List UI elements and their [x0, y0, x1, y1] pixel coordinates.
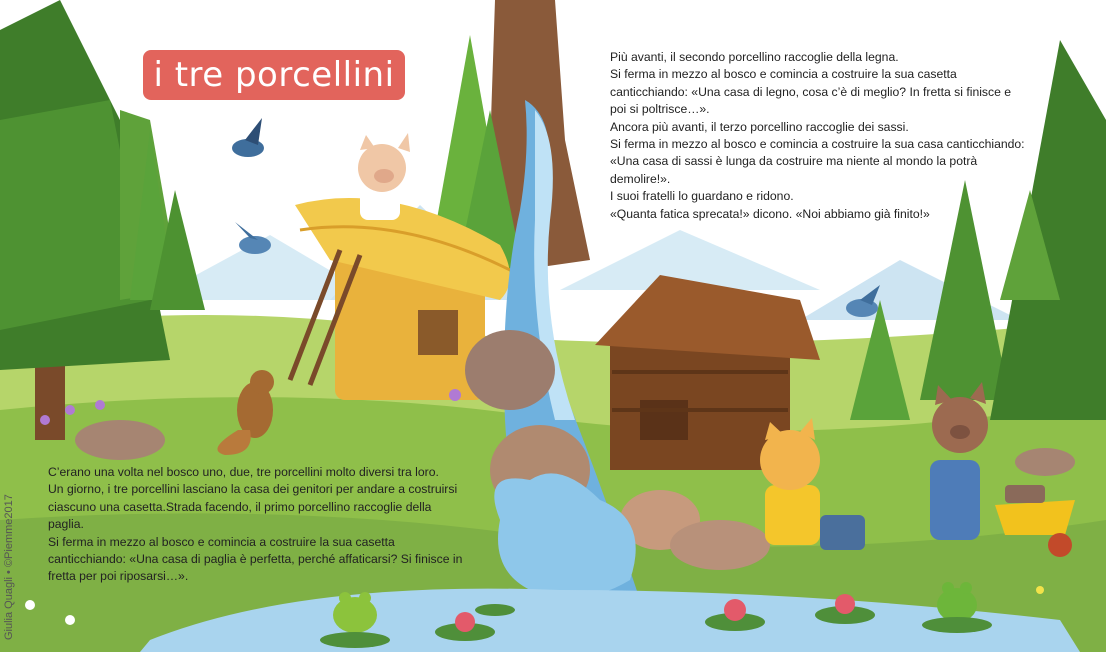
story-line: canticchiando: «Una casa di paglia è perfetta, perché affaticarsi? Si finisce in	[48, 552, 463, 567]
story-line: Si ferma in mezzo al bosco e comincia a costruire la sua casa canticchiando:	[610, 137, 1025, 152]
story-line: canticchiando: «Una casa di legno, cosa c’è di meglio? In fretta si finisce e	[610, 84, 1012, 99]
story-text-right	[610, 49, 1060, 223]
story-line: demolire!».	[610, 171, 671, 186]
illustration-credit: Giulia Quagli • ©Piemme2017	[3, 494, 15, 640]
story-line: «Una casa di sassi è lunga da costruire ma niente al mondo la potrà	[610, 154, 978, 169]
story-line: Si ferma in mezzo al bosco e comincia a costruire la sua casetta	[48, 534, 395, 549]
story-line: Ancora più avanti, il terzo porcellino raccoglie dei sassi.	[610, 119, 909, 134]
story-line: paglia.	[48, 517, 84, 532]
story-line: «Quanta fatica sprecata!» dicono. «Noi abbiamo già finito!»	[610, 206, 930, 221]
bird-icon	[232, 118, 264, 157]
story-line: fretta per poi riposarsi…».	[48, 569, 189, 584]
story-line: Più avanti, il secondo porcellino raccoglie della legna.	[610, 50, 899, 64]
story-text-left	[48, 464, 478, 586]
story-line: ciascuno una casetta.Strada facendo, il primo porcellino raccoglie della	[48, 499, 432, 514]
story-line: C’erano una volta nel bosco uno, due, tre porcellini molto diversi tra loro.	[48, 465, 439, 479]
story-line: poi si poltrisce…».	[610, 102, 710, 117]
page-title: i tre porcellini	[143, 50, 405, 100]
story-line: I suoi fratelli lo guardano e ridono.	[610, 189, 794, 204]
story-line: Si ferma in mezzo al bosco e comincia a costruire la sua casetta	[610, 67, 957, 82]
story-line: Un giorno, i tre porcellini lasciano la casa dei genitori per andare a costruirsi	[48, 482, 458, 497]
